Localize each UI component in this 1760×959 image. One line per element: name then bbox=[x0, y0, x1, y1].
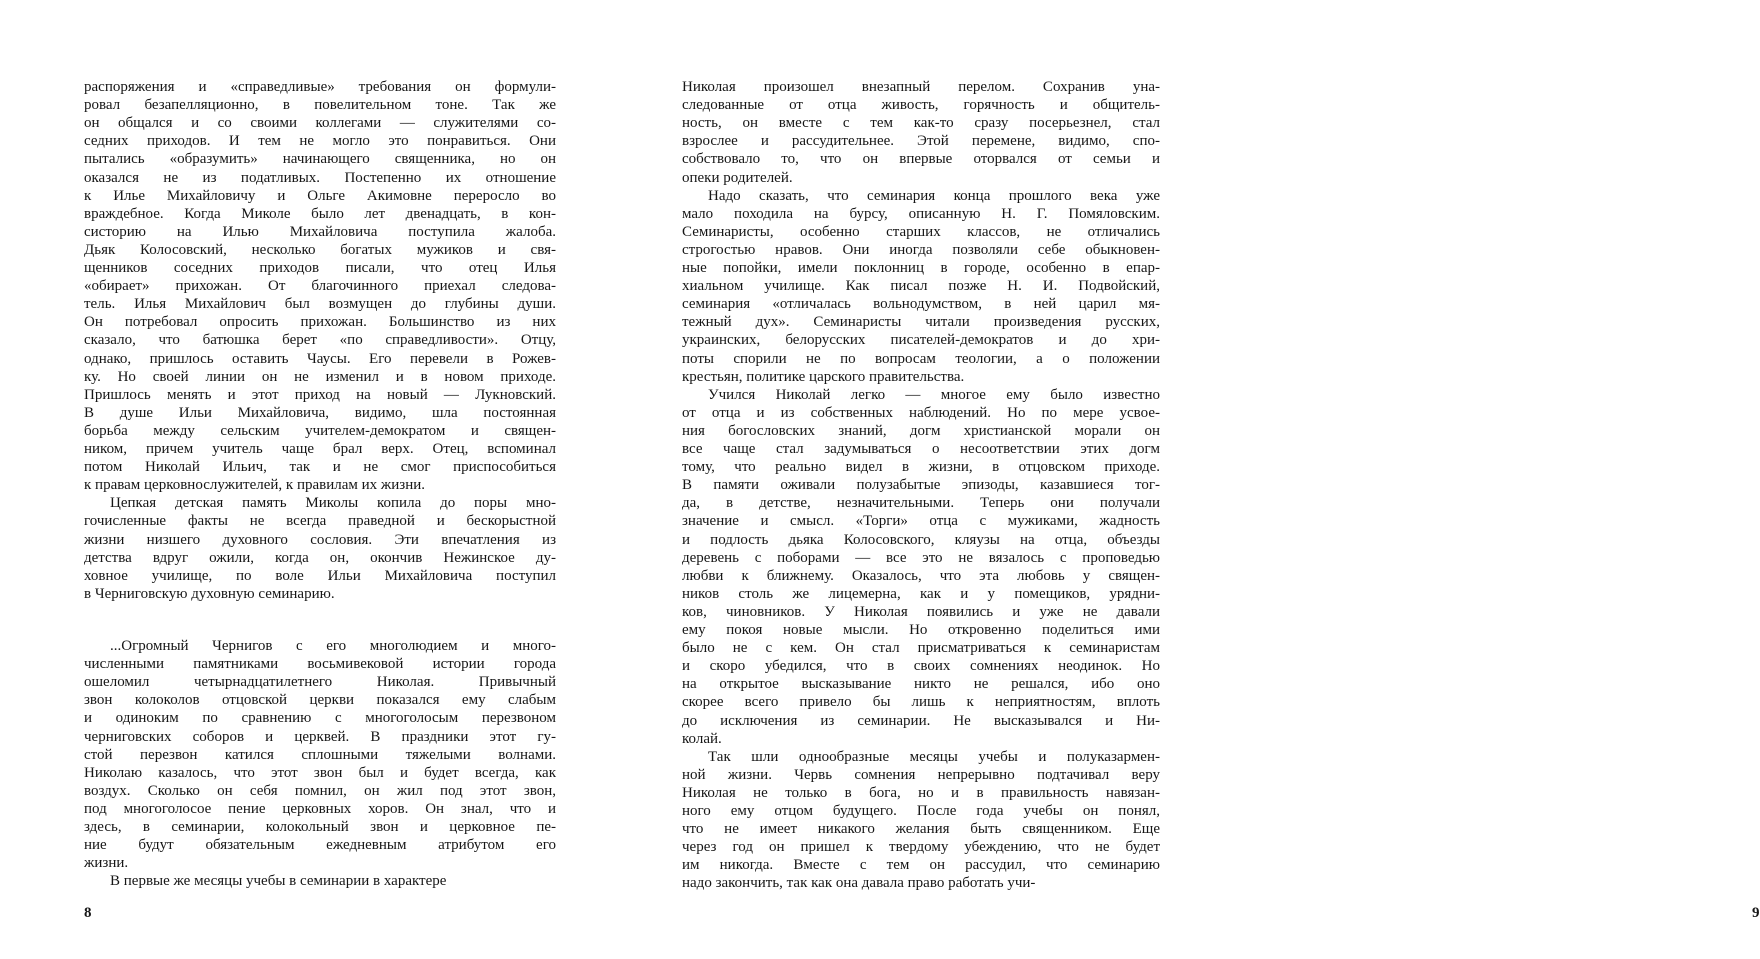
text-line: ников столь же лицемерна, как и у помещиков, урядни- bbox=[682, 585, 1160, 603]
text-line: сказало, что батюшка берет «по справедливости». Отцу, bbox=[84, 331, 556, 349]
text-line: Николая не только в бога, но и в правильность навязан- bbox=[682, 784, 1160, 802]
text-line: ность, он вместе с тем как-то сразу посерьезнел, стал bbox=[682, 114, 1160, 132]
text-line: деревень с поборами — все это не вязалось с проповедью bbox=[682, 549, 1160, 567]
text-line: Николаю казалось, что этот звон был и будет всегда, как bbox=[84, 764, 556, 782]
text-line: на открытое высказывание никто не решался, ибо оно bbox=[682, 675, 1160, 693]
text-line: Пришлось менять и этот приход на новый — Лукновский. bbox=[84, 386, 556, 404]
text-line: стой перезвон катился сплошными тяжелыми волнами. bbox=[84, 746, 556, 764]
text-line: крестьян, политике царского правительства. bbox=[682, 368, 1160, 386]
text-line: черниговских соборов и церквей. В праздники этот гу- bbox=[84, 728, 556, 746]
text-line: воздух. Сколько он себя помнил, он жил под этот звон, bbox=[84, 782, 556, 800]
text-line: и скоро убедился, что в своих сомнениях неодинок. Но bbox=[682, 657, 1160, 675]
text-line: скорее всего привело бы лишь к неприятностям, вплоть bbox=[682, 693, 1160, 711]
text-line: Николая произошел внезапный перелом. Сохранив уна- bbox=[682, 78, 1160, 96]
text-line: ...Огромный Чернигов с его многолюдием и много- bbox=[84, 637, 556, 655]
text-line: Он потребовал опросить прихожан. Большинство из них bbox=[84, 313, 556, 331]
text-line: ему покоя новые мысли. Но откровенно поделиться ими bbox=[682, 621, 1160, 639]
text-line: любви к ближнему. Оказалось, что эта любовь у священ- bbox=[682, 567, 1160, 585]
text-line: к Илье Михайловичу и Ольге Акимовне переросло во bbox=[84, 187, 556, 205]
text-line: что не имеет никакого желания быть священником. Еще bbox=[682, 820, 1160, 838]
left-page bbox=[0, 0, 600, 959]
text-line: через год он пришел к твердому убеждению, что не будет bbox=[682, 838, 1160, 856]
text-line: Цепкая детская память Миколы копила до поры мно- bbox=[84, 494, 556, 512]
text-line: под многоголосое пение церковных хоров. Он знал, что и bbox=[84, 800, 556, 818]
text-line: до исключения из семинарии. Не высказывался и Ни- bbox=[682, 712, 1160, 730]
text-line: Семинаристы, особенно старших классов, не отличались bbox=[682, 223, 1160, 241]
left-page-number: 8 bbox=[84, 904, 92, 922]
text-line: оказался не из податливых. Постепенно их отношение bbox=[84, 169, 556, 187]
text-line: ные попойки, имели поклонниц в городе, особенно в епар- bbox=[682, 259, 1160, 277]
text-line: ния богословских знаний, догм христианской морали он bbox=[682, 422, 1160, 440]
text-line: численными памятниками восьмивековой истории города bbox=[84, 655, 556, 673]
text-line: потом Николай Ильич, так и не смог приспособиться bbox=[84, 458, 556, 476]
text-line: ошеломил четырнадцатилетнего Николая. Привычный bbox=[84, 673, 556, 691]
text-line: и подлость дьяка Колосовского, кляузы на отца, объезды bbox=[682, 531, 1160, 549]
text-line: надо закончить, так как она давала право работать учи- bbox=[682, 874, 1160, 892]
text-line: ровал безапелляционно, в повелительном тоне. Так же bbox=[84, 96, 556, 114]
text-line: В душе Ильи Михайловича, видимо, шла постоянная bbox=[84, 404, 556, 422]
right-page bbox=[600, 0, 1200, 959]
text-line: строгостью нравов. Они иногда позволяли себе обыкновен- bbox=[682, 241, 1160, 259]
text-line: было не с кем. Он стал присматриваться к семинаристам bbox=[682, 639, 1160, 657]
text-line: ником, причем учитель чаще брал верх. Отец, вспоминал bbox=[84, 440, 556, 458]
text-line: мало походила на бурсу, описанную Н. Г. Помяловским. bbox=[682, 205, 1160, 223]
text-line: звон колоколов отцовской церкви показался ему слабым bbox=[84, 691, 556, 709]
text-line: ку. Но своей линии он не изменил и в новом приходе. bbox=[84, 368, 556, 386]
text-line: жизни. bbox=[84, 854, 556, 872]
text-line: следованные от отца живость, горячность и общитель- bbox=[682, 96, 1160, 114]
text-line: распоряжения и «справедливые» требования он формули- bbox=[84, 78, 556, 96]
text-line: гочисленные факты не всегда праведной и бескорыстной bbox=[84, 512, 556, 530]
text-line: поты спорили не по вопросам теологии, а о положении bbox=[682, 350, 1160, 368]
text-line: детства вдруг ожили, когда он, окончив Нежинское ду- bbox=[84, 549, 556, 567]
text-line: ховное училище, по воле Ильи Михайловича поступил bbox=[84, 567, 556, 585]
text-line: украинских, белорусских писателей-демократов и до хри- bbox=[682, 331, 1160, 349]
text-line: тель. Илья Михайлович был возмущен до глубины души. bbox=[84, 295, 556, 313]
text-line: опеки родителей. bbox=[682, 169, 1160, 187]
text-line: систорию на Илью Михайловича поступила жалоба. bbox=[84, 223, 556, 241]
text-line: враждебное. Когда Миколе было лет двенадцать, в кон- bbox=[84, 205, 556, 223]
text-line: хиальном училище. Как писал позже Н. И. Подвойский, bbox=[682, 277, 1160, 295]
text-line: В первые же месяцы учебы в семинарии в характере bbox=[84, 872, 556, 890]
text-line: борьба между сельским учителем-демократом и священ- bbox=[84, 422, 556, 440]
text-line: семинария «отличалась вольнодумством, в ней царил мя- bbox=[682, 295, 1160, 313]
text-line: тому, что реально видел в жизни, в отцовском приходе. bbox=[682, 458, 1160, 476]
text-line: значение и смысл. «Торги» отца с мужиками, жадность bbox=[682, 512, 1160, 530]
text-line: ного ему отцом будущего. После года учебы он понял, bbox=[682, 802, 1160, 820]
text-line: взрослее и рассудительнее. Этой перемене, видимо, спо- bbox=[682, 132, 1160, 150]
text-line: Надо сказать, что семинария конца прошлого века уже bbox=[682, 187, 1160, 205]
text-line: седних приходов. И тем не могло это понравиться. Они bbox=[84, 132, 556, 150]
text-line: тежный дух». Семинаристы читали произведения русских, bbox=[682, 313, 1160, 331]
text-line: ние будут обязательным ежедневным атрибутом его bbox=[84, 836, 556, 854]
text-line: Дьяк Колосовский, несколько богатых мужиков и свя- bbox=[84, 241, 556, 259]
right-page-number: 9 bbox=[1752, 904, 1760, 922]
text-line: здесь, в семинарии, колокольный звон и церковное пе- bbox=[84, 818, 556, 836]
text-line: Так шли однообразные месяцы учебы и полуказармен- bbox=[682, 748, 1160, 766]
text-line: однако, пришлось оставить Чаусы. Его перевели в Рожев- bbox=[84, 350, 556, 368]
text-line: ной жизни. Червь сомнения непрерывно подтачивал веру bbox=[682, 766, 1160, 784]
text-line: жизни низшего духовного сословия. Эти впечатления из bbox=[84, 531, 556, 549]
text-line: собствовало то, что он впервые оторвался от семьи и bbox=[682, 150, 1160, 168]
text-line: В памяти оживали полузабытые эпизоды, казавшиеся тог- bbox=[682, 476, 1160, 494]
text-line: и одиноким по сравнению с многоголосым перезвоном bbox=[84, 709, 556, 727]
text-line: пытались «образумить» начинающего священника, но он bbox=[84, 150, 556, 168]
text-line: Учился Николай легко — многое ему было известно bbox=[682, 386, 1160, 404]
text-line: колай. bbox=[682, 730, 1160, 748]
text-line: щенников соседних приходов писали, что отец Илья bbox=[84, 259, 556, 277]
text-line: да, в детстве, незначительными. Теперь они получали bbox=[682, 494, 1160, 512]
text-line: он общался и со своими коллегами — служителями со- bbox=[84, 114, 556, 132]
text-line: ков, чиновников. У Николая появились и уже не давали bbox=[682, 603, 1160, 621]
text-line: к правам церковнослужителей, к правилам их жизни. bbox=[84, 476, 556, 494]
text-line: от отца и из собственных наблюдений. Но по мере усвое- bbox=[682, 404, 1160, 422]
text-line: в Черниговскую духовную семинарию. bbox=[84, 585, 556, 603]
text-line: им никогда. Вместе с тем он рассудил, что семинарию bbox=[682, 856, 1160, 874]
text-line: все чаще стал задумываться о несоответствии этих догм bbox=[682, 440, 1160, 458]
text-line: «обирает» прихожан. От благочинного приехал следова- bbox=[84, 277, 556, 295]
